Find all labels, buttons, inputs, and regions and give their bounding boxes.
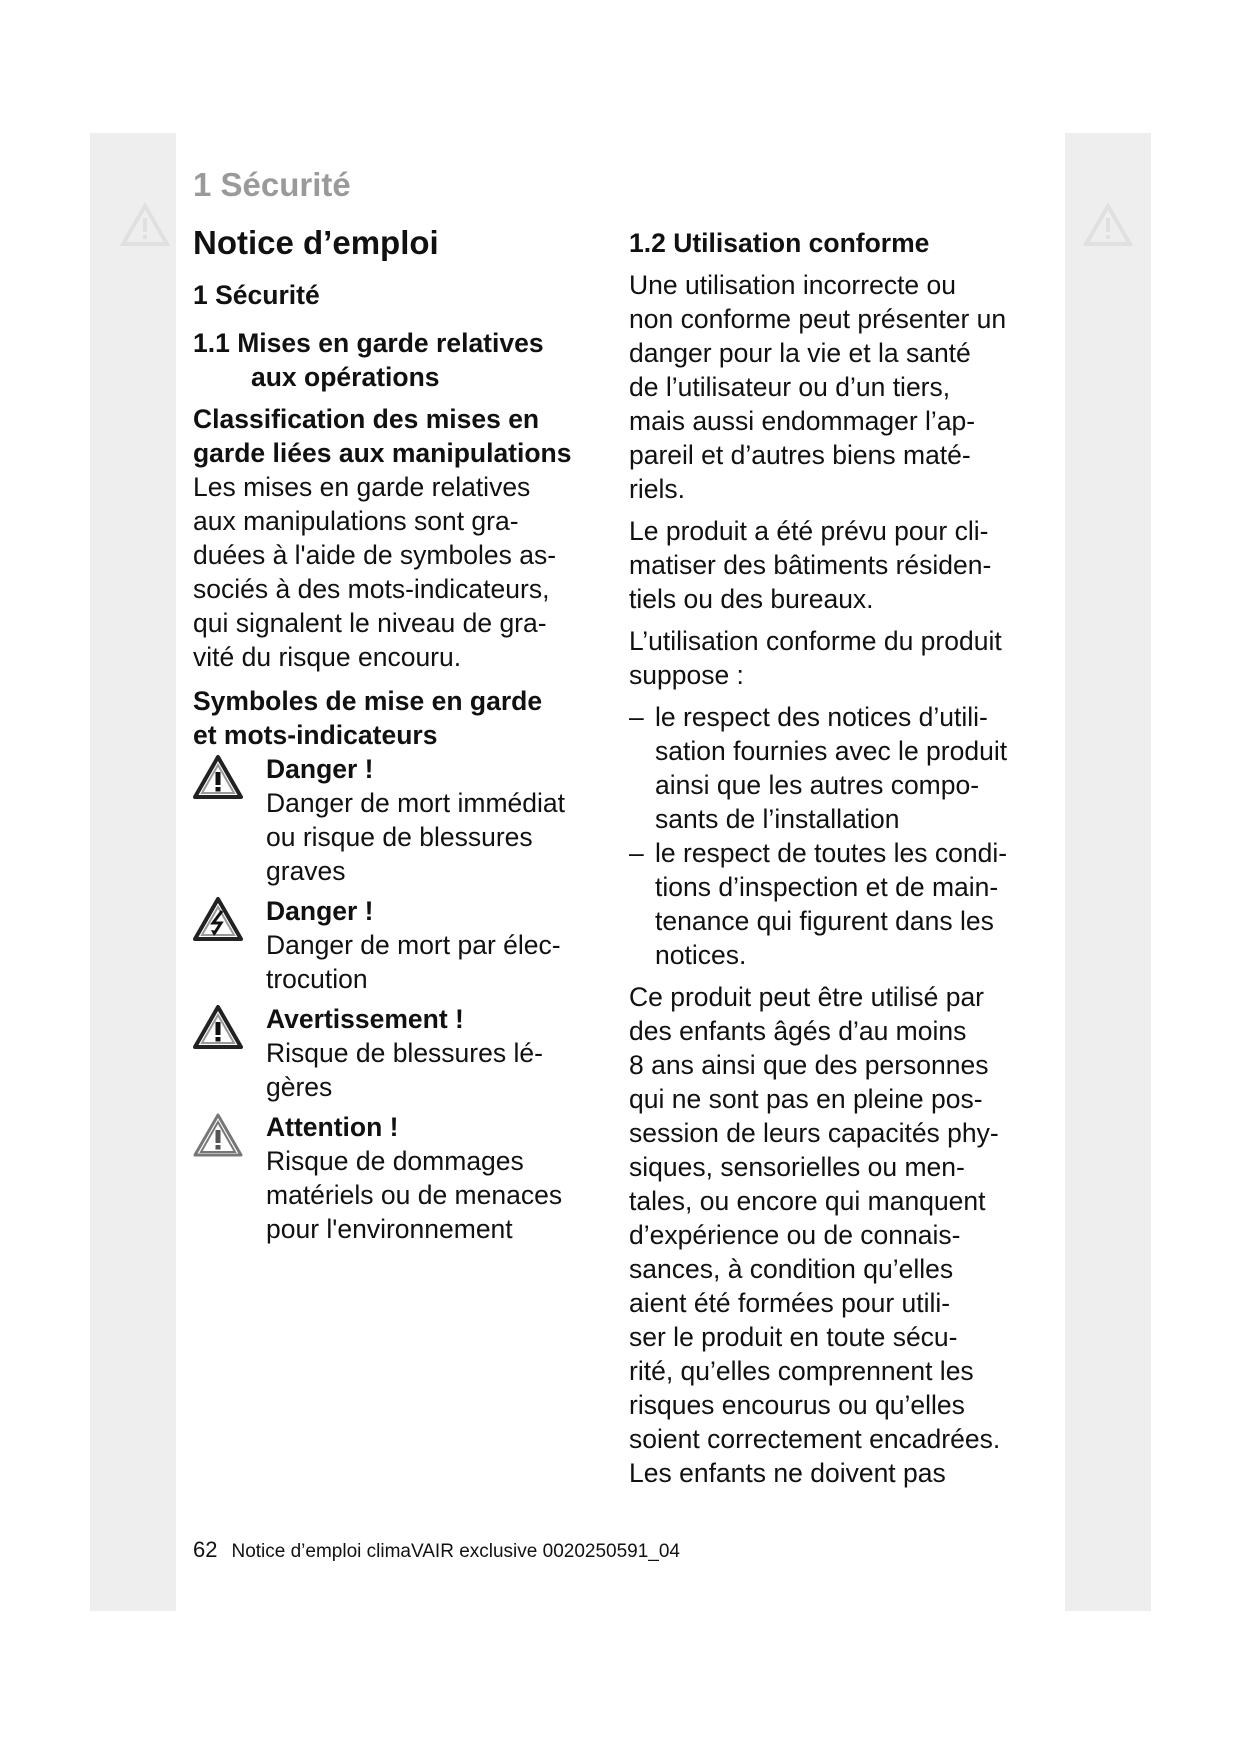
paragraph: Ce produit peut être utilisé par des enfants âgés d’au moins 8 ans ainsi que des personnes qui ne sont pas en pleine pos- session de leurs capacités phy- siques, sensorielles ou men- tales, ou encore qui manquent d’expérience ou de connais- sances, à condition qu’elles aient été formées pour utili- ser le produit en toute sécu- rité, qu’elles comprennent les risques encourus ou qu’elles soient correctement encadrées. Les enfants ne doivent pas [629, 982, 1001, 1488]
warning-danger: Danger ! Danger de mort immédiat ou risque de blessures graves [193, 752, 633, 888]
signal-word: Attention ! [266, 1112, 399, 1142]
warning-attention: Attention ! Risque de dommages matériels ou de menaces pour l'environnement [193, 1110, 633, 1246]
subsection-heading: 1.1 Mises en garde relatives [193, 328, 544, 358]
left-column [193, 278, 633, 1246]
symbols-heading: Symboles de mise en garde et mots-indicateurs [193, 686, 543, 750]
subsection-heading: 1.2 Utilisation conforme [629, 228, 930, 258]
warning-electrocution: Danger ! Danger de mort par élec- trocution [193, 894, 633, 996]
subsection-heading-cont: aux opérations [251, 362, 440, 392]
signal-word: Danger ! [266, 896, 374, 926]
paragraph: Une utilisation incorrecte ou non conforme peut présenter un danger pour la vie et la santé de l’utilisateur ou d’un tiers, mais aussi endommager l’ap- pareil et d’autres biens maté- riels. [629, 270, 1007, 504]
footer-text: Notice d’emploi climaVAIR exclusive 0020250591_04 [231, 1541, 680, 1562]
right-column [629, 226, 1099, 1498]
page-header: 1 Sécurité [193, 166, 351, 203]
warning-avertissement: Avertissement ! Risque de blessures lé- gères [193, 1002, 633, 1104]
classification-heading: Classification des mises en garde liées aux manipulations [193, 404, 572, 468]
page-footer [193, 1537, 680, 1563]
signal-word: Avertissement ! [266, 1004, 464, 1034]
list-item: – le respect de toutes les condi- tions d’inspection et de main- tenance qui figurent dans les notices. [629, 838, 1008, 970]
warning-triangle-exclamation-icon [193, 754, 243, 800]
list-item: – le respect des notices d’utili- sation fournies avec le produit ainsi que les autres compo- sants de l’installation [629, 702, 1008, 834]
dash-marker: – [629, 702, 644, 732]
warning-triangle-exclamation-icon [193, 1004, 243, 1050]
dash-marker: – [629, 838, 644, 868]
section-heading: 1 Sécurité [193, 280, 320, 310]
caution-triangle-exclamation-icon [193, 1112, 243, 1158]
faint-warning-icon [120, 203, 170, 247]
left-margin-band [90, 133, 176, 1611]
document-title: Notice d’emploi [193, 224, 439, 261]
paragraph: Le produit a été prévu pour cli- matiser des bâtiments résiden- tiels ou des bureaux. [629, 516, 992, 614]
warning-triangle-lightning-icon [193, 896, 243, 942]
paragraph: L’utilisation conforme du produit suppose : [629, 626, 1002, 690]
signal-word: Danger ! [266, 754, 374, 784]
page-number: 62 [193, 1537, 218, 1562]
classification-text: Les mises en garde relatives aux manipulations sont gra- duées à l'aide de symboles as- sociés à des mots-indicateurs, qui signalent le niveau de gra- vité du risque encouru. [193, 472, 557, 672]
